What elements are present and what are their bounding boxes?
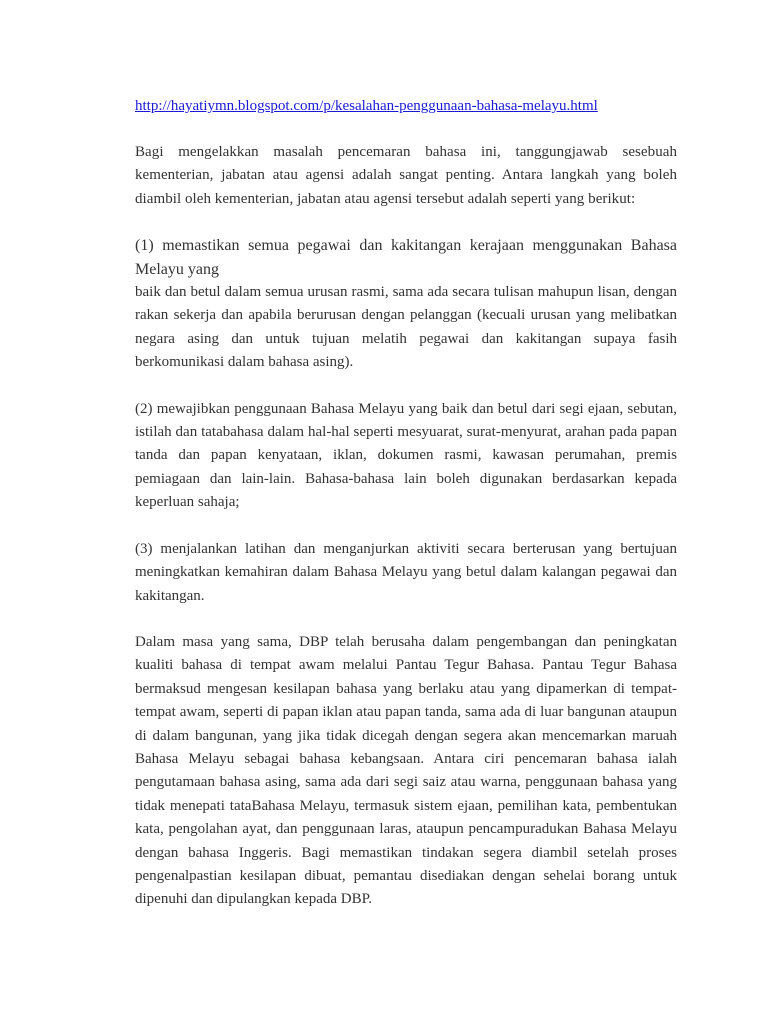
source-link-line: [135, 95, 677, 118]
source-link[interactable]: http://hayatiymn.blogspot.com/p/kesalahan-penggunaan-bahasa-melayu.html: [135, 98, 598, 114]
point-2-text: (2) mewajibkan penggunaan Bahasa Melayu yang baik dan betul dari segi ejaan, sebutan, istilah dan tatabahasa dalam hal-hal seperti mesyuarat, surat-menyurat, arahan pada papan tanda dan papan kenyataan, iklan, dokumen rasmi, kawasan perumahan, premis pemiagaan dan lain-lain. Bahasa-bahasa lain boleh digunakan berdasarkan kepada keperluan sahaja;: [135, 400, 677, 511]
point-1-paragraph: [135, 234, 677, 374]
point-1-body: baik dan betul dalam semua urusan rasmi, sama ada secara tulisan mahupun lisan, dengan rakan sekerja dan apabila berurusan dengan pelanggan (kecuali urusan yang melibatkan negara asing dan untuk tujuan melatih pegawai dan kakitangan supaya fasih berkomunikasi dalam bahasa asing).: [135, 284, 677, 371]
point-3-paragraph: [135, 538, 677, 608]
point-2-paragraph: [135, 398, 677, 515]
document-page: [135, 95, 677, 935]
point-1-lead: (1) memastikan semua pegawai dan kakitangan kerajaan menggunakan Bahasa Melayu yang: [135, 237, 677, 278]
point-3-text: (3) menjalankan latihan dan menganjurkan aktiviti secara berterusan yang bertujuan meningkatkan kemahiran dalam Bahasa Melayu yang betul dalam kalangan pegawai dan kakitangan.: [135, 540, 677, 604]
intro-paragraph: Bagi mengelakkan masalah pencemaran bahasa ini, tanggungjawab sesebuah kementerian, jabatan atau agensi adalah sangat penting. Antara langkah yang boleh diambil oleh kementerian, jabatan atau agensi tersebut adalah seperti yang berikut:: [135, 144, 677, 207]
closing-paragraph: Dalam masa yang sama, DBP telah berusaha dalam pengembangan dan peningkatan kualiti bahasa di tempat awam melalui Pantau Tegur Bahasa. Pantau Tegur Bahasa bermaksud mengesan kesilapan bahasa yang berlaku atau yang dipamerkan di tempat-tempat awam, seperti di papan iklan atau papan tanda, sama ada di luar bangunan ataupun di dalam bangunan, yang jika tidak dicegah dengan segera akan mencemarkan maruah Bahasa Melayu sebagai bahasa kebangsaan. Antara ciri pencemaran bahasa ialah pengutamaan bahasa asing, sama ada dari segi saiz atau warna, penggunaan bahasa yang tidak menepati tataBahasa Melayu, termasuk sistem ejaan, pemilihan kata, pembentukan kata, pengolahan ayat, dan penggunaan laras, ataupun pencampuradukan Bahasa Melayu dengan bahasa Inggeris. Bagi memastikan tindakan segera diambil setelah proses pengenalpastian kesilapan dibuat, pemantau disediakan dengan sehelai borang untuk dipenuhi dan dipulangkan kepada DBP.: [135, 633, 677, 908]
